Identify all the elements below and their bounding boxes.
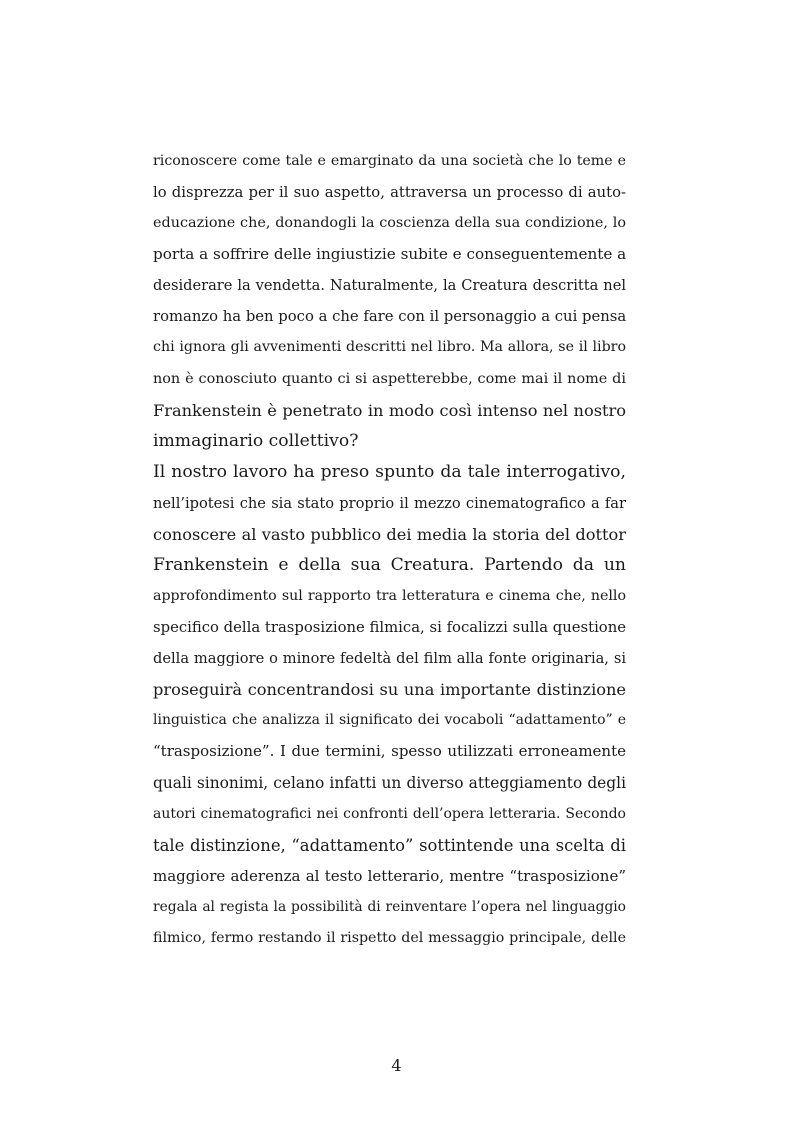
page-number: 4 <box>391 1056 402 1075</box>
body-text <box>153 146 626 954</box>
text-line: maggiore aderenza al testo letterario, mentre “trasposizione” <box>153 866 626 885</box>
text-line: “trasposizione”. I due termini, spesso utilizzati erroneamente <box>153 742 626 761</box>
text-line: proseguirà concentrandosi su una importante distinzione <box>153 680 626 700</box>
text-line: chi ignora gli avvenimenti descritti nel libro. Ma allora, se il libro <box>153 339 626 356</box>
text-line: Il nostro lavoro ha preso spunto da tale interrogativo, <box>153 461 626 482</box>
text-line: romanzo ha ben poco a che fare con il personaggio a cui pensa <box>153 308 626 326</box>
text-line: della maggiore o minore fedeltà del film alla fonte originaria, si <box>153 650 626 668</box>
paragraph-1 <box>153 146 626 457</box>
text-line: regala al regista la possibilità di reinventare l’opera nel linguaggio <box>153 898 626 915</box>
text-line: tale distinzione, “adattamento” sottintende una scelta di <box>153 835 626 855</box>
text-line: linguistica che analizza il significato dei vocaboli “adattamento” e <box>153 712 626 729</box>
text-line: immaginario collettivo? <box>153 430 359 451</box>
paragraph-2 <box>153 457 626 954</box>
text-line: Frankenstein è penetrato in modo così intenso nel nostro <box>153 400 626 420</box>
text-line: autori cinematografici nei confronti dell’opera letteraria. Secondo <box>153 805 626 822</box>
text-line: specifico della trasposizione filmica, si focalizzi sulla questione <box>153 619 626 637</box>
text-line: riconoscere come tale e emarginato da una società che lo teme e <box>153 153 626 169</box>
text-line: nell’ipotesi che sia stato proprio il mezzo cinematografico a far <box>153 494 626 512</box>
text-line: Frankenstein e della sua Creatura. Partendo da un <box>153 555 626 576</box>
text-line: educazione che, donandogli la coscienza della sua condizione, lo <box>153 215 626 232</box>
text-line: filmico, fermo restando il rispetto del messaggio principale, delle <box>153 929 626 946</box>
text-line: conoscere al vasto pubblico dei media la storia del dottor <box>153 524 626 544</box>
text-line: lo disprezza per il suo aspetto, attraversa un processo di auto- <box>153 184 626 202</box>
text-line: approfondimento sul rapporto tra letteratura e cinema che, nello <box>153 588 626 605</box>
text-line: desiderare la vendetta. Naturalmente, la Creatura descritta nel <box>153 277 626 295</box>
text-line: non è conosciuto quanto ci si aspetterebbe, come mai il nome di <box>153 370 626 387</box>
text-line: porta a soffrire delle ingiustizie subite e conseguentemente a <box>153 245 626 264</box>
text-line: quali sinonimi, celano infatti un diverso atteggiamento degli <box>153 773 626 792</box>
